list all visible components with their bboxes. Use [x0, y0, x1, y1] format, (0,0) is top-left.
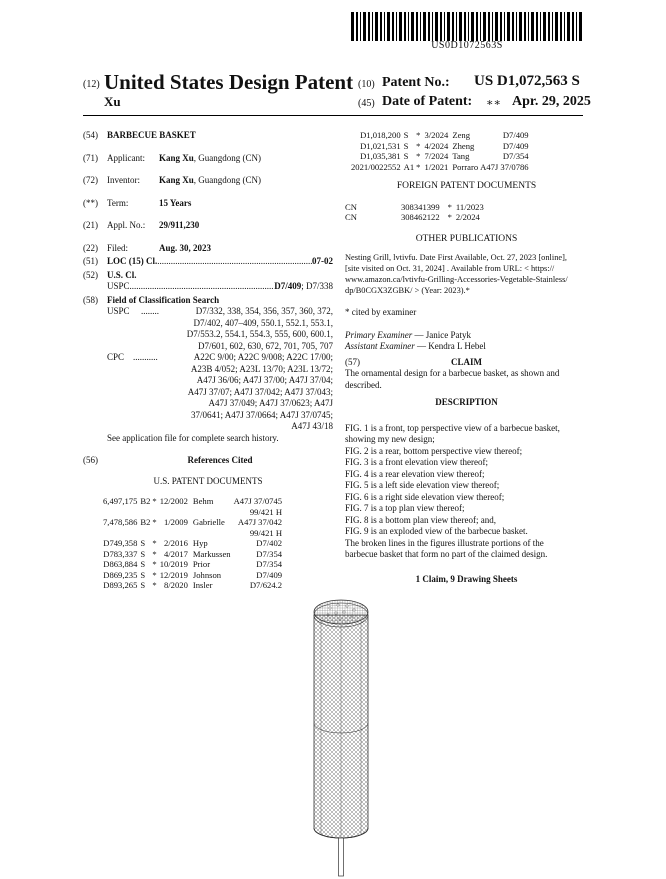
table-row — [103, 517, 282, 528]
barcode-bar — [368, 12, 370, 41]
code-10: (10) — [358, 79, 375, 90]
barcode-bar — [444, 12, 445, 41]
barcode-bar — [408, 12, 409, 41]
text-line: A47J 43/18 — [291, 421, 333, 431]
barbecue-basket-drawing — [300, 588, 380, 878]
table-row — [103, 559, 282, 570]
barcode-bar — [471, 12, 474, 41]
barcode-bar — [360, 12, 361, 41]
text-line: A22C 9/00; A22C 9/008; A22C 17/00; — [193, 352, 333, 362]
table-cell: S — [403, 130, 409, 140]
table-cell: Gabrielle — [192, 517, 225, 527]
table-cell: D863,884 — [103, 559, 138, 569]
text-line: 37/0641; A47J 37/0664; A47J 37/0745; — [190, 409, 333, 420]
table-row — [351, 130, 529, 141]
barcode-bar — [572, 12, 574, 41]
barcode-bar — [552, 12, 553, 41]
us-references-table — [103, 496, 282, 591]
text-line: www.amazon.ca/lvtivfu-Grilling-Accessories-Vegetable-Stainless/ — [345, 275, 568, 284]
other-publications-heading: OTHER PUBLICATIONS — [415, 233, 518, 244]
table-cell: 7/2024 — [424, 151, 449, 161]
table-cell: S — [140, 548, 146, 559]
barcode-bar — [476, 12, 478, 41]
table-cell: S — [140, 559, 146, 569]
table-cell: * — [152, 569, 157, 580]
table-cell: 308462122 — [400, 212, 440, 222]
table-cell: Prior — [192, 559, 211, 569]
table-cell: D749,358 — [103, 538, 138, 548]
code-12: (12) — [83, 79, 100, 90]
table-cell: D7/409 — [502, 130, 529, 140]
header-rule — [83, 115, 583, 116]
table-cell: 99/421 H — [249, 527, 283, 538]
table-cell: * — [416, 130, 421, 140]
text-line: D7/553.2, 554.1, 554.3, 555, 600, 600.1, — [186, 329, 333, 339]
barcode-bar — [372, 12, 373, 41]
table-cell: CN — [345, 212, 357, 222]
barcode-bar — [536, 12, 538, 41]
barcode-bar — [399, 12, 402, 41]
barcode-bar — [447, 12, 450, 41]
barcode-bar — [579, 12, 582, 41]
table-cell: Johnson — [192, 569, 222, 580]
field-of-search: (58) Field of Classification Search — [83, 294, 220, 305]
table-cell: * — [152, 559, 157, 569]
title-value: BARBECUE BASKET — [107, 130, 196, 140]
claims-sheets: 1 Claim, 9 Drawing Sheets — [415, 573, 518, 584]
table-row — [103, 549, 282, 560]
description-heading: DESCRIPTION — [435, 397, 498, 407]
table-cell: 12/2019 — [159, 569, 188, 580]
table-cell: Markussen — [192, 548, 231, 559]
table-cell: D869,235 — [103, 569, 138, 580]
text-line: A47J 37/049; A47J 37/0623; A47J — [208, 398, 333, 408]
table-cell: D1,021,531 — [360, 140, 401, 151]
barcode-bar — [411, 12, 414, 41]
table-cell: 1/2021 — [424, 161, 449, 172]
table-cell: D1,018,200 — [360, 130, 401, 140]
barcode-bar — [420, 12, 421, 41]
table-row — [103, 580, 282, 591]
table-cell: A47J 37/0745 — [233, 496, 283, 506]
primary-examiner: Primary Examiner — Janice Patyk — [345, 329, 471, 340]
text-line: Nesting Grill, lvtivfu. Date First Available, Oct. 27, 2023 [online], — [345, 253, 567, 262]
barcode-bar — [356, 12, 358, 41]
barcode-bar — [564, 12, 565, 41]
text-line: D7/402, 407–409, 550.1, 552.1, 553.1, — [193, 317, 333, 328]
us-patent-docs-heading: U.S. PATENT DOCUMENTS — [153, 475, 263, 486]
text-line: FIG. 4 is a rear elevation view thereof; — [345, 468, 485, 479]
barcode-bar — [363, 12, 366, 41]
table-cell: * — [152, 538, 157, 548]
code-45: (45) — [358, 98, 375, 109]
table-cell: 12/2002 — [159, 496, 188, 506]
inventor-surname: Xu — [104, 94, 121, 109]
table-cell: Insler — [192, 580, 213, 590]
table-cell: 6,497,175 — [103, 496, 138, 506]
barcode-bar — [500, 12, 502, 41]
barcode-bar — [555, 12, 558, 41]
text-line: A47J 36/06; A47J 37/00; A47J 37/04; — [196, 375, 333, 385]
barcode-bar — [351, 12, 354, 41]
text-line: FIG. 5 is a left side elevation view thereof; — [345, 480, 500, 490]
barcode-bar — [423, 12, 426, 41]
table-cell: 11/2023 — [455, 201, 484, 212]
barcode-bar — [504, 12, 505, 41]
table-cell: Behm — [192, 496, 214, 506]
table-cell: A1 — [403, 161, 415, 172]
text-line: dp/B0CGX3ZGBK/ > (Year: 2023).* — [345, 286, 470, 295]
patent-no-label: Patent No.: — [382, 75, 450, 90]
barcode-bar — [435, 12, 438, 41]
table-cell: D7/354 — [256, 548, 283, 559]
table-cell: CN — [345, 201, 357, 212]
table-cell: * — [416, 151, 421, 161]
table-cell: A47J 37/0786 — [480, 161, 529, 172]
table-cell: Porraro — [452, 161, 479, 172]
table-cell: D7/624.2 — [249, 580, 283, 590]
table-cell: D7/354 — [502, 151, 529, 161]
text-line: The ornamental design for a barbecue basket, as shown and — [345, 368, 560, 378]
table-cell: D893,265 — [103, 580, 138, 590]
loc-field: (51) LOC (15) Cl. ..... 07-02 — [83, 256, 333, 268]
table-cell: Zheng — [452, 140, 475, 151]
barcode-bar — [543, 12, 546, 41]
table-row — [351, 162, 529, 173]
barcode-bar — [488, 12, 490, 41]
text-line: A23B 4/052; A23L 13/70; A23L 13/72; — [190, 363, 333, 374]
table-cell: S — [403, 140, 409, 151]
text-line: [site visited on Oct. 31, 2024] . Available from URL: < https:// — [345, 264, 555, 273]
barcode-bar — [519, 12, 522, 41]
text-line: FIG. 2 is a rear, bottom perspective view thereof; — [345, 445, 523, 456]
table-cell: D1,035,381 — [360, 151, 401, 161]
barcode-bar — [483, 12, 486, 41]
table-cell: 4/2017 — [164, 548, 188, 559]
table-cell: Hyp — [192, 538, 208, 548]
text-line: FIG. 9 is an exploded view of the barbecue basket. — [345, 526, 528, 536]
table-cell: * — [152, 580, 157, 590]
foreign-docs-table — [345, 202, 484, 223]
barcode-bar — [464, 12, 466, 41]
table-cell: 2/2024 — [455, 212, 480, 222]
table-cell: D7/409 — [502, 140, 529, 151]
search-cpc: CPC ........... A22C 9/00; A22C 9/008; A22C 17/00; A23B 4/052; A23L 13/70; A23L 13/72; A47J 36/06; A47J 37/00; A47J 37/04; A47J 37/07; A47J 37/042; A47J 37/043; A47J 37/049; A47J 37/0623; A47J 37/0641; A47J 37/0664; A47J 37/0745; A47J 43/18 — [107, 352, 333, 431]
text-line: D7/332, 338, 354, 356, 357, 360, 372, — [195, 306, 333, 316]
text-line: D7/601, 602, 630, 672, 701, 705, 707 — [198, 340, 333, 351]
barcode-bar — [548, 12, 550, 41]
barcode-bar — [524, 12, 526, 41]
table-cell: A47J 37/042 — [237, 517, 283, 527]
date-label: Date of Patent: — [382, 94, 473, 109]
inventor-field: (72) Inventor: Kang Xu , Guangdong (CN) — [83, 175, 262, 185]
table-row — [351, 151, 529, 162]
text-line: showing my new design; — [345, 434, 435, 444]
barcode-bar — [516, 12, 517, 41]
table-cell: 308341399 — [400, 201, 440, 212]
barcode-bar — [396, 12, 397, 41]
barcode-bar — [495, 12, 498, 41]
table-cell: * — [447, 212, 452, 222]
table-cell: S — [140, 580, 146, 590]
table-cell: * — [152, 496, 157, 506]
table-cell: 7,478,586 — [103, 517, 138, 527]
table-row — [103, 570, 282, 581]
table-cell: Zeng — [452, 130, 471, 140]
references-heading: (56) References Cited — [83, 455, 253, 465]
barcode-bar — [512, 12, 514, 41]
barcode-bar — [375, 12, 378, 41]
barcode-bar — [384, 12, 385, 41]
other-publications — [345, 252, 588, 296]
table-row — [345, 212, 484, 223]
table-cell: * — [152, 548, 157, 559]
us-cl-field: (52) U.S. Cl. — [83, 269, 137, 280]
patent-number: US D1,072,563 S — [474, 73, 580, 89]
appl-no-field: (21) Appl. No.: 29/911,230 — [83, 220, 200, 230]
table-cell: 2/2016 — [164, 538, 188, 548]
table-cell: 3/2024 — [424, 130, 449, 140]
text-line: described. — [345, 379, 382, 390]
table-cell: * — [152, 517, 157, 527]
table-cell: * — [447, 201, 452, 212]
barcode-bar — [428, 12, 430, 41]
cited-by-examiner: * cited by examiner — [345, 307, 417, 317]
document-type: United States Design Patent — [104, 70, 354, 94]
table-cell: 1/2009 — [164, 517, 188, 527]
table-cell: * — [416, 161, 421, 172]
table-cell: D7/402 — [256, 538, 283, 548]
title-field: (54) BARBECUE BASKET — [83, 130, 196, 140]
table-row — [103, 507, 282, 518]
barcode-bar — [531, 12, 534, 41]
table-row — [103, 496, 282, 507]
table-cell: * — [416, 140, 421, 151]
claim-text — [345, 368, 588, 391]
barcode-bar — [507, 12, 510, 41]
foreign-docs-heading: FOREIGN PATENT DOCUMENTS — [396, 181, 537, 191]
barcode-text: US0D1072563S — [431, 40, 503, 51]
table-cell: D783,337 — [103, 548, 138, 559]
assistant-examiner: Assistant Examiner — Kendra L Hebel — [345, 341, 486, 351]
table-cell: D7/354 — [256, 559, 283, 569]
barcode-bar — [492, 12, 493, 41]
table-cell: B2 — [140, 517, 151, 527]
applicant-field: (71) Applicant: Kang Xu , Guangdong (CN) — [83, 152, 262, 163]
text-line: FIG. 6 is a right side elevation view thereof; — [345, 491, 505, 502]
table-cell: Tang — [452, 151, 470, 161]
table-cell: S — [140, 569, 146, 580]
barcode-bar — [392, 12, 394, 41]
text-line: A47J 37/07; A47J 37/042; A47J 37/043; — [187, 386, 333, 397]
barcode-bar — [432, 12, 433, 41]
claim-heading: (57) CLAIM — [345, 356, 482, 367]
table-cell: 99/421 H — [249, 506, 283, 517]
barcode-bar — [567, 12, 570, 41]
text-line: barbecue basket that form no part of the claimed design. — [345, 549, 548, 559]
text-line: FIG. 8 is a bottom plan view thereof; and, — [345, 514, 496, 525]
barcode-bar — [416, 12, 418, 41]
barcode-bar — [380, 12, 382, 41]
text-line: FIG. 3 is a front elevation view thereof; — [345, 457, 488, 467]
table-row — [345, 202, 484, 213]
term-field: (**) Term: 15 Years — [83, 197, 192, 208]
search-history-note: See application file for complete search history. — [107, 432, 279, 443]
table-cell: 8/2020 — [164, 580, 188, 590]
barcode-bar — [459, 12, 462, 41]
filed-field: (22) Filed: Aug. 30, 2023 — [83, 242, 212, 253]
table-cell: 4/2024 — [424, 140, 449, 151]
text-line: The broken lines in the figures illustrate portions of the — [345, 537, 544, 548]
barcode-bar — [456, 12, 457, 41]
table-row — [103, 528, 282, 539]
us-references-cont — [351, 130, 529, 172]
text-line: FIG. 1 is a front, top perspective view of a barbecue basket, — [345, 422, 560, 433]
patent-date: Apr. 29, 2025 — [512, 94, 591, 109]
barcode-bar — [560, 12, 562, 41]
search-uspc: USPC ........ D7/332, 338, 354, 356, 357, 360, 372, D7/402, 407–409, 550.1, 552.1, 553.1, D7/553.2, 554.1, 554.3, 555, 600, 600.1, D7/601, 602, 630, 672, 701, 705, 707 — [107, 306, 333, 351]
date-marker: ∗∗ — [486, 97, 501, 109]
table-cell: 2021/0022552 — [351, 161, 401, 172]
barcode-bar — [452, 12, 454, 41]
text-line: FIG. 7 is a top plan view thereof; — [345, 503, 465, 513]
table-cell: B2 — [140, 496, 151, 506]
barcode-bar — [576, 12, 577, 41]
table-cell: D7/409 — [256, 569, 283, 580]
table-row — [351, 141, 529, 152]
table-cell: S — [140, 538, 146, 548]
table-row — [103, 538, 282, 549]
barcode — [351, 12, 583, 41]
barcode-bar — [480, 12, 481, 41]
barcode-bar — [540, 12, 541, 41]
barcode-bar — [404, 12, 406, 41]
barcode-bar — [528, 12, 529, 41]
table-cell: S — [403, 151, 409, 161]
uspc-field: USPC ..... D7/409 ; D7/338 — [83, 281, 333, 293]
table-cell: 10/2019 — [159, 559, 188, 569]
barcode-bar — [387, 12, 390, 41]
barcode-bar — [468, 12, 469, 41]
barcode-bar — [440, 12, 442, 41]
description-text — [345, 423, 588, 561]
